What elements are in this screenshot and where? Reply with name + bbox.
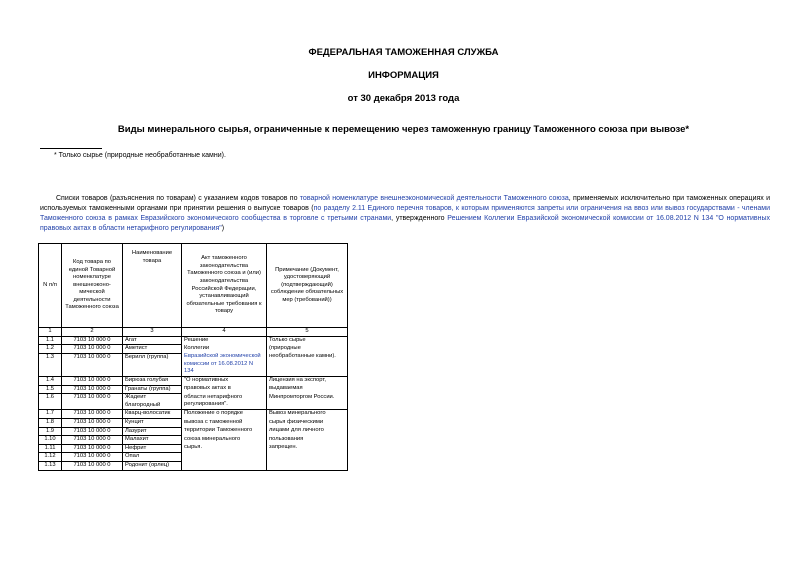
intro-text-4: )	[221, 225, 225, 232]
row-code: 7103 10 000 0	[62, 436, 123, 445]
row-code: 7103 10 000 0	[62, 345, 123, 354]
row-act: Решение	[182, 336, 267, 345]
row-note: Вывоз минерального	[267, 410, 348, 419]
row-code: 7103 10 000 0	[62, 427, 123, 436]
row-act: Положение о порядке	[182, 410, 267, 419]
minerals-table	[38, 243, 348, 471]
row-number: 1.4	[39, 377, 62, 386]
footnote-separator	[40, 148, 102, 149]
table-row	[39, 444, 348, 453]
agency-name: ФЕДЕРАЛЬНАЯ ТАМОЖЕННАЯ СЛУЖБА	[308, 47, 499, 58]
row-code: 7103 10 000 0	[62, 453, 123, 462]
row-note	[267, 462, 348, 471]
row-name: Лазурит	[123, 427, 182, 436]
link-tn-ved[interactable]: товарной номенклатуре внешнеэкономической деятельности Таможенного союза	[299, 195, 569, 202]
header-act: Акт таможенного законодательства Таможенного союза и (или) законодательства Российской Федерации, устанавливающий обязательные требования к товару	[182, 244, 267, 328]
row-number: 1.12	[39, 453, 62, 462]
row-number: 1.10	[39, 436, 62, 445]
intro-text-2: , применяемых исключительно при таможенных операциях и используемых таможенными органами при принятии решения о выпуске товаров (	[40, 195, 771, 212]
row-act: союза минерального	[182, 436, 267, 445]
document-date: от 30 декабря 2013 года	[347, 93, 460, 104]
col-number-1: 1	[39, 328, 62, 337]
row-code: 7103 10 000 0	[62, 462, 123, 471]
intro-paragraph	[40, 194, 770, 234]
row-act: сырья.	[182, 444, 267, 453]
link-section-2-11[interactable]: по разделу 2.11 Единого перечня товаров, к которым применяются запреты или ограничения на ввоз или вывоз государствами - членами Таможенного союза в рамках Евразийского экономического сообщества в торговле с третьими странами	[40, 205, 770, 222]
document-type: ИНФОРМАЦИЯ	[368, 70, 439, 81]
row-note: Лицензия на экспорт,	[267, 377, 348, 386]
row-act	[182, 462, 267, 471]
row-note: необработанные камни).	[267, 353, 348, 376]
row-number: 1.3	[39, 353, 62, 376]
row-act: Коллегии	[182, 345, 267, 354]
intro-text-3: , утвержденного	[391, 215, 448, 222]
row-name: Кунцит	[123, 419, 182, 428]
table-row	[39, 377, 348, 386]
table-row	[39, 353, 348, 376]
header-number: N п/п	[39, 244, 62, 328]
row-note: лицами для личного	[267, 427, 348, 436]
row-note: (природные	[267, 345, 348, 354]
row-name: Бирюза голубая	[123, 377, 182, 386]
row-act: "О нормативных	[182, 377, 267, 386]
footnote: * Только сырье (природные необработанные камни).	[54, 152, 226, 159]
row-note: Только сырье	[267, 336, 348, 345]
row-act: правовых актах в	[182, 385, 267, 394]
row-name: Жадеит благородный	[123, 394, 182, 410]
table-row	[39, 427, 348, 436]
row-code: 7103 10 000 0	[62, 444, 123, 453]
row-note	[267, 453, 348, 462]
row-number: 1.1	[39, 336, 62, 345]
row-act: территории Таможенного	[182, 427, 267, 436]
row-number: 1.5	[39, 385, 62, 394]
table-row	[39, 453, 348, 462]
table-row	[39, 436, 348, 445]
table-row	[39, 462, 348, 471]
col-number-2: 2	[62, 328, 123, 337]
row-note: пользования	[267, 436, 348, 445]
row-name: Аметист	[123, 345, 182, 354]
row-number: 1.8	[39, 419, 62, 428]
link-decision-134[interactable]: Решением Коллегии Евразийской экономической комиссии от 16.08.2012 N 134 "О нормативных правовых актах в области нетарифного регулирования"	[40, 215, 771, 232]
row-act	[182, 453, 267, 462]
row-name: Родонит (орлец)	[123, 462, 182, 471]
row-code: 7103 10 000 0	[62, 419, 123, 428]
header-note: Примечание (Документ, удостоверяющий (подтверждающий) соблюдение обязательных мер (требований))	[267, 244, 348, 328]
row-act[interactable]: Евразийской экономической комиссии от 16.08.2012 N 134	[182, 353, 267, 376]
header-code: Код товара по единой Товарной номенклатуре внешнеэконо-мической деятельности Таможенного союза	[62, 244, 123, 328]
row-act: вывоза с таможенной	[182, 419, 267, 428]
table-row	[39, 336, 348, 345]
header-name: Наименование товара	[123, 244, 182, 328]
row-name: Малахит	[123, 436, 182, 445]
row-number: 1.2	[39, 345, 62, 354]
row-name: Кварц-волосатик	[123, 410, 182, 419]
row-note: Минпромторгом России.	[267, 394, 348, 410]
row-number: 1.6	[39, 394, 62, 410]
col-number-4: 4	[182, 328, 267, 337]
row-name: Опал	[123, 453, 182, 462]
intro-text-1: Списки товаров (разъяснения по товарам) с указанием кодов товаров по	[56, 195, 300, 202]
row-note: выдаваемая	[267, 385, 348, 394]
table-row	[39, 385, 348, 394]
row-number: 1.9	[39, 427, 62, 436]
row-number: 1.11	[39, 444, 62, 453]
col-number-5: 5	[267, 328, 348, 337]
col-number-3: 3	[123, 328, 182, 337]
row-name: Агат	[123, 336, 182, 345]
row-note: сырья физическими	[267, 419, 348, 428]
table-row	[39, 345, 348, 354]
row-act: области нетарифного регулирования".	[182, 394, 267, 410]
row-note: запрещен.	[267, 444, 348, 453]
row-name: Берилл (группа)	[123, 353, 182, 376]
row-code: 7103 10 000 0	[62, 410, 123, 419]
table-row	[39, 410, 348, 419]
row-code: 7103 10 000 0	[62, 353, 123, 376]
row-number: 1.13	[39, 462, 62, 471]
document-title: Виды минерального сырья, ограниченные к перемещению через таможенную границу Таможенного союза при вывозе*	[117, 124, 690, 135]
row-number: 1.7	[39, 410, 62, 419]
row-name: Нефрит	[123, 444, 182, 453]
table-row	[39, 394, 348, 410]
row-code: 7103 10 000 0	[62, 385, 123, 394]
row-code: 7103 10 000 0	[62, 377, 123, 386]
table-row	[39, 419, 348, 428]
row-name: Гранаты (группа)	[123, 385, 182, 394]
row-code: 7103 10 000 0	[62, 394, 123, 410]
row-code: 7103 10 000 0	[62, 336, 123, 345]
